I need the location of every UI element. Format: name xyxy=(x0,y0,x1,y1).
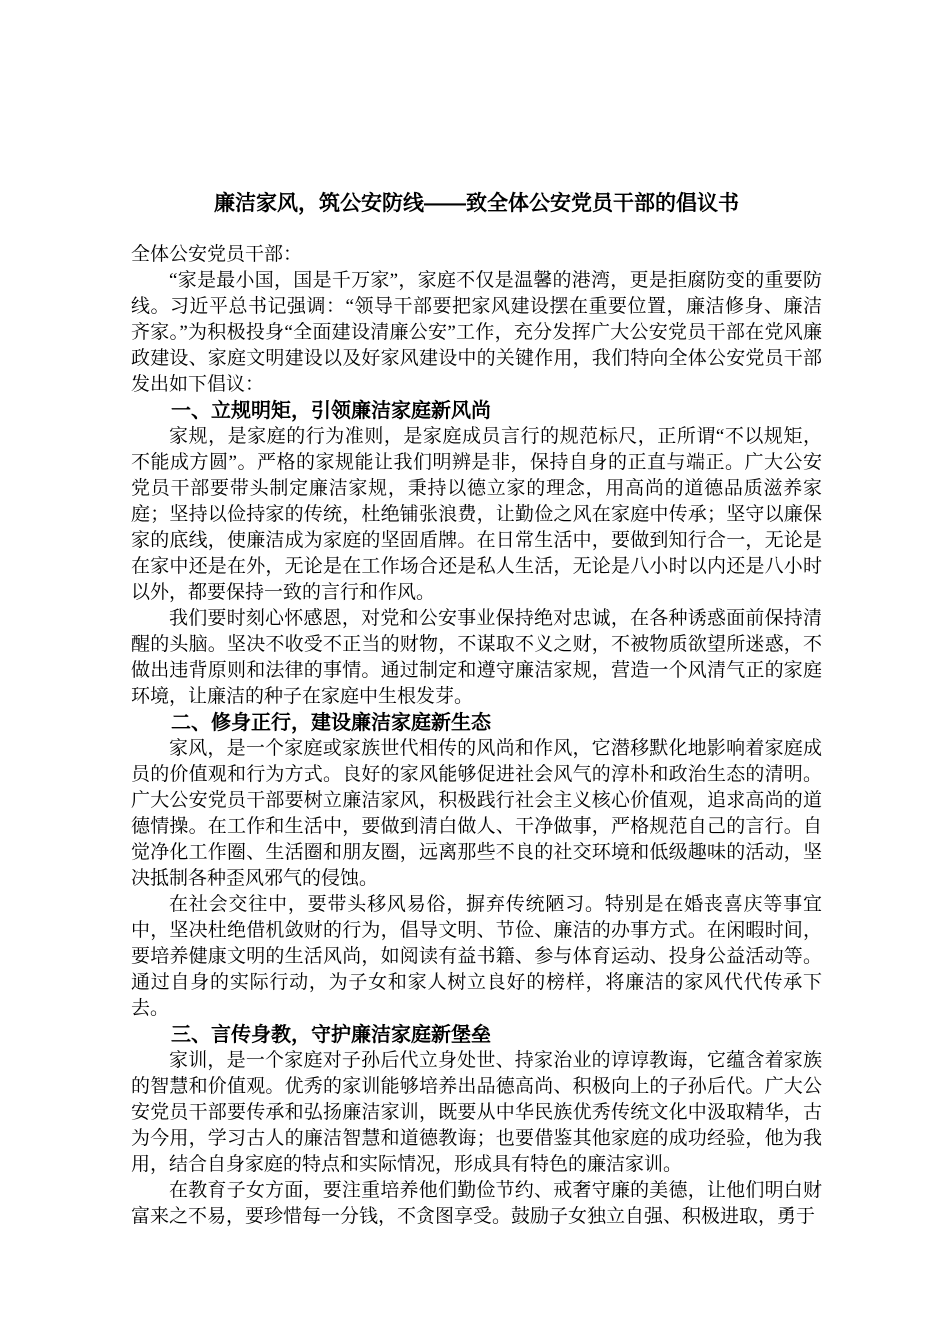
body-paragraph: 在教育子女方面，要注重培养他们勤俭节约、戒奢守廉的美德，让他们明白财富来之不易，要珍惜每一分钱，不贪图享受。鼓励子女独立自强、积极进取，勇于 xyxy=(131,1180,822,1227)
body-paragraph: 家风，是一个家庭或家族世代相传的风尚和作风，它潜移默化地影响着家庭成员的价值观和行为方式。良好的家风能够促进社会风气的淳朴和政治生态的清明。广大公安党员干部要树立廉洁家风，积极践行社会主义核心价值观，追求高尚的道德情操。在工作和生活中，要做到清白做人、干净做事，严格规范自己的言行。自觉净化工作圈、生活圈和朋友圈，远离那些不良的社交环境和低级趣味的活动，坚决抵制各种歪风邪气的侵蚀。 xyxy=(131,738,822,889)
body-paragraph: 我们要时刻心怀感恩，对党和公安事业保持绝对忠诚，在各种诱惑面前保持清醒的头脑。坚决不收受不正当的财物，不谋取不义之财，不被物质欲望所迷惑，不做出违背原则和法律的事情。通过制定和遵守廉洁家规，营造一个风清气正的家庭环境，让廉洁的种子在家庭中生根发芽。 xyxy=(131,608,822,707)
body-paragraph: 家训，是一个家庭对子孙后代立身处世、持家治业的谆谆教诲，它蕴含着家族的智慧和价值观。优秀的家训能够培养出品德高尚、积极向上的子孙后代。广大公安党员干部要传承和弘扬廉洁家训，既要从中华民族优秀传统文化中汲取精华，古为今用，学习古人的廉洁智慧和道德教诲；也要借鉴其他家庭的成功经验，他为我用，结合自身家庭的特点和实际情况，形成具有特色的廉洁家训。 xyxy=(131,1050,822,1175)
section-heading: 一、立规明矩，引领廉洁家庭新风尚 xyxy=(171,400,491,422)
document-title: 廉洁家风，筑公安防线——致全体公安党员干部的倡议书 xyxy=(214,192,739,215)
document-body xyxy=(131,242,822,1230)
body-paragraph: 在社会交往中，要带头移风易俗，摒弃传统陋习。特别是在婚丧喜庆等事宜中，坚决杜绝借机敛财的行为，倡导文明、节俭、廉洁的办事方式。在闲暇时间，要培养健康文明的生活风尚，如阅读有益书籍、参与体育运动、投身公益活动等。通过自身的实际行动，为子女和家人树立良好的榜样，将廉洁的家风代代传承下去。 xyxy=(131,894,822,1019)
body-paragraph: “家是最小国，国是千万家”，家庭不仅是温馨的港湾，更是拒腐防变的重要防线。习近平总书记强调：“领导干部要把家风建设摆在重要位置，廉洁修身、廉洁齐家。”为积极投身“全面建设清廉公安”工作，充分发挥广大公安党员干部在党风廉政建设、家庭文明建设以及好家风建设中的关键作用，我们特向全体公安党员干部发出如下倡议： xyxy=(131,270,822,395)
salutation-line: 全体公安党员干部： xyxy=(131,244,303,265)
section-heading: 三、言传身教，守护廉洁家庭新堡垒 xyxy=(171,1024,491,1046)
section-heading: 二、修身正行，建设廉洁家庭新生态 xyxy=(171,712,491,734)
body-paragraph: 家规，是家庭的行为准则，是家庭成员言行的规范标尺，正所谓“不以规矩，不能成方圆”。严格的家规能让我们明辨是非，保持自身的正直与端正。广大公安党员干部要带头制定廉洁家规，秉持以德立家的理念，用高尚的道德品质滋养家庭；坚持以俭持家的传统，杜绝铺张浪费，让勤俭之风在家庭中传承；坚守以廉保家的底线，使廉洁成为家庭的坚固盾牌。在日常生活中，要做到知行合一，无论是在家中还是在外，无论是在工作场合还是私人生活，无论是八小时以内还是八小时以外，都要保持一致的言行和作风。 xyxy=(131,426,822,603)
